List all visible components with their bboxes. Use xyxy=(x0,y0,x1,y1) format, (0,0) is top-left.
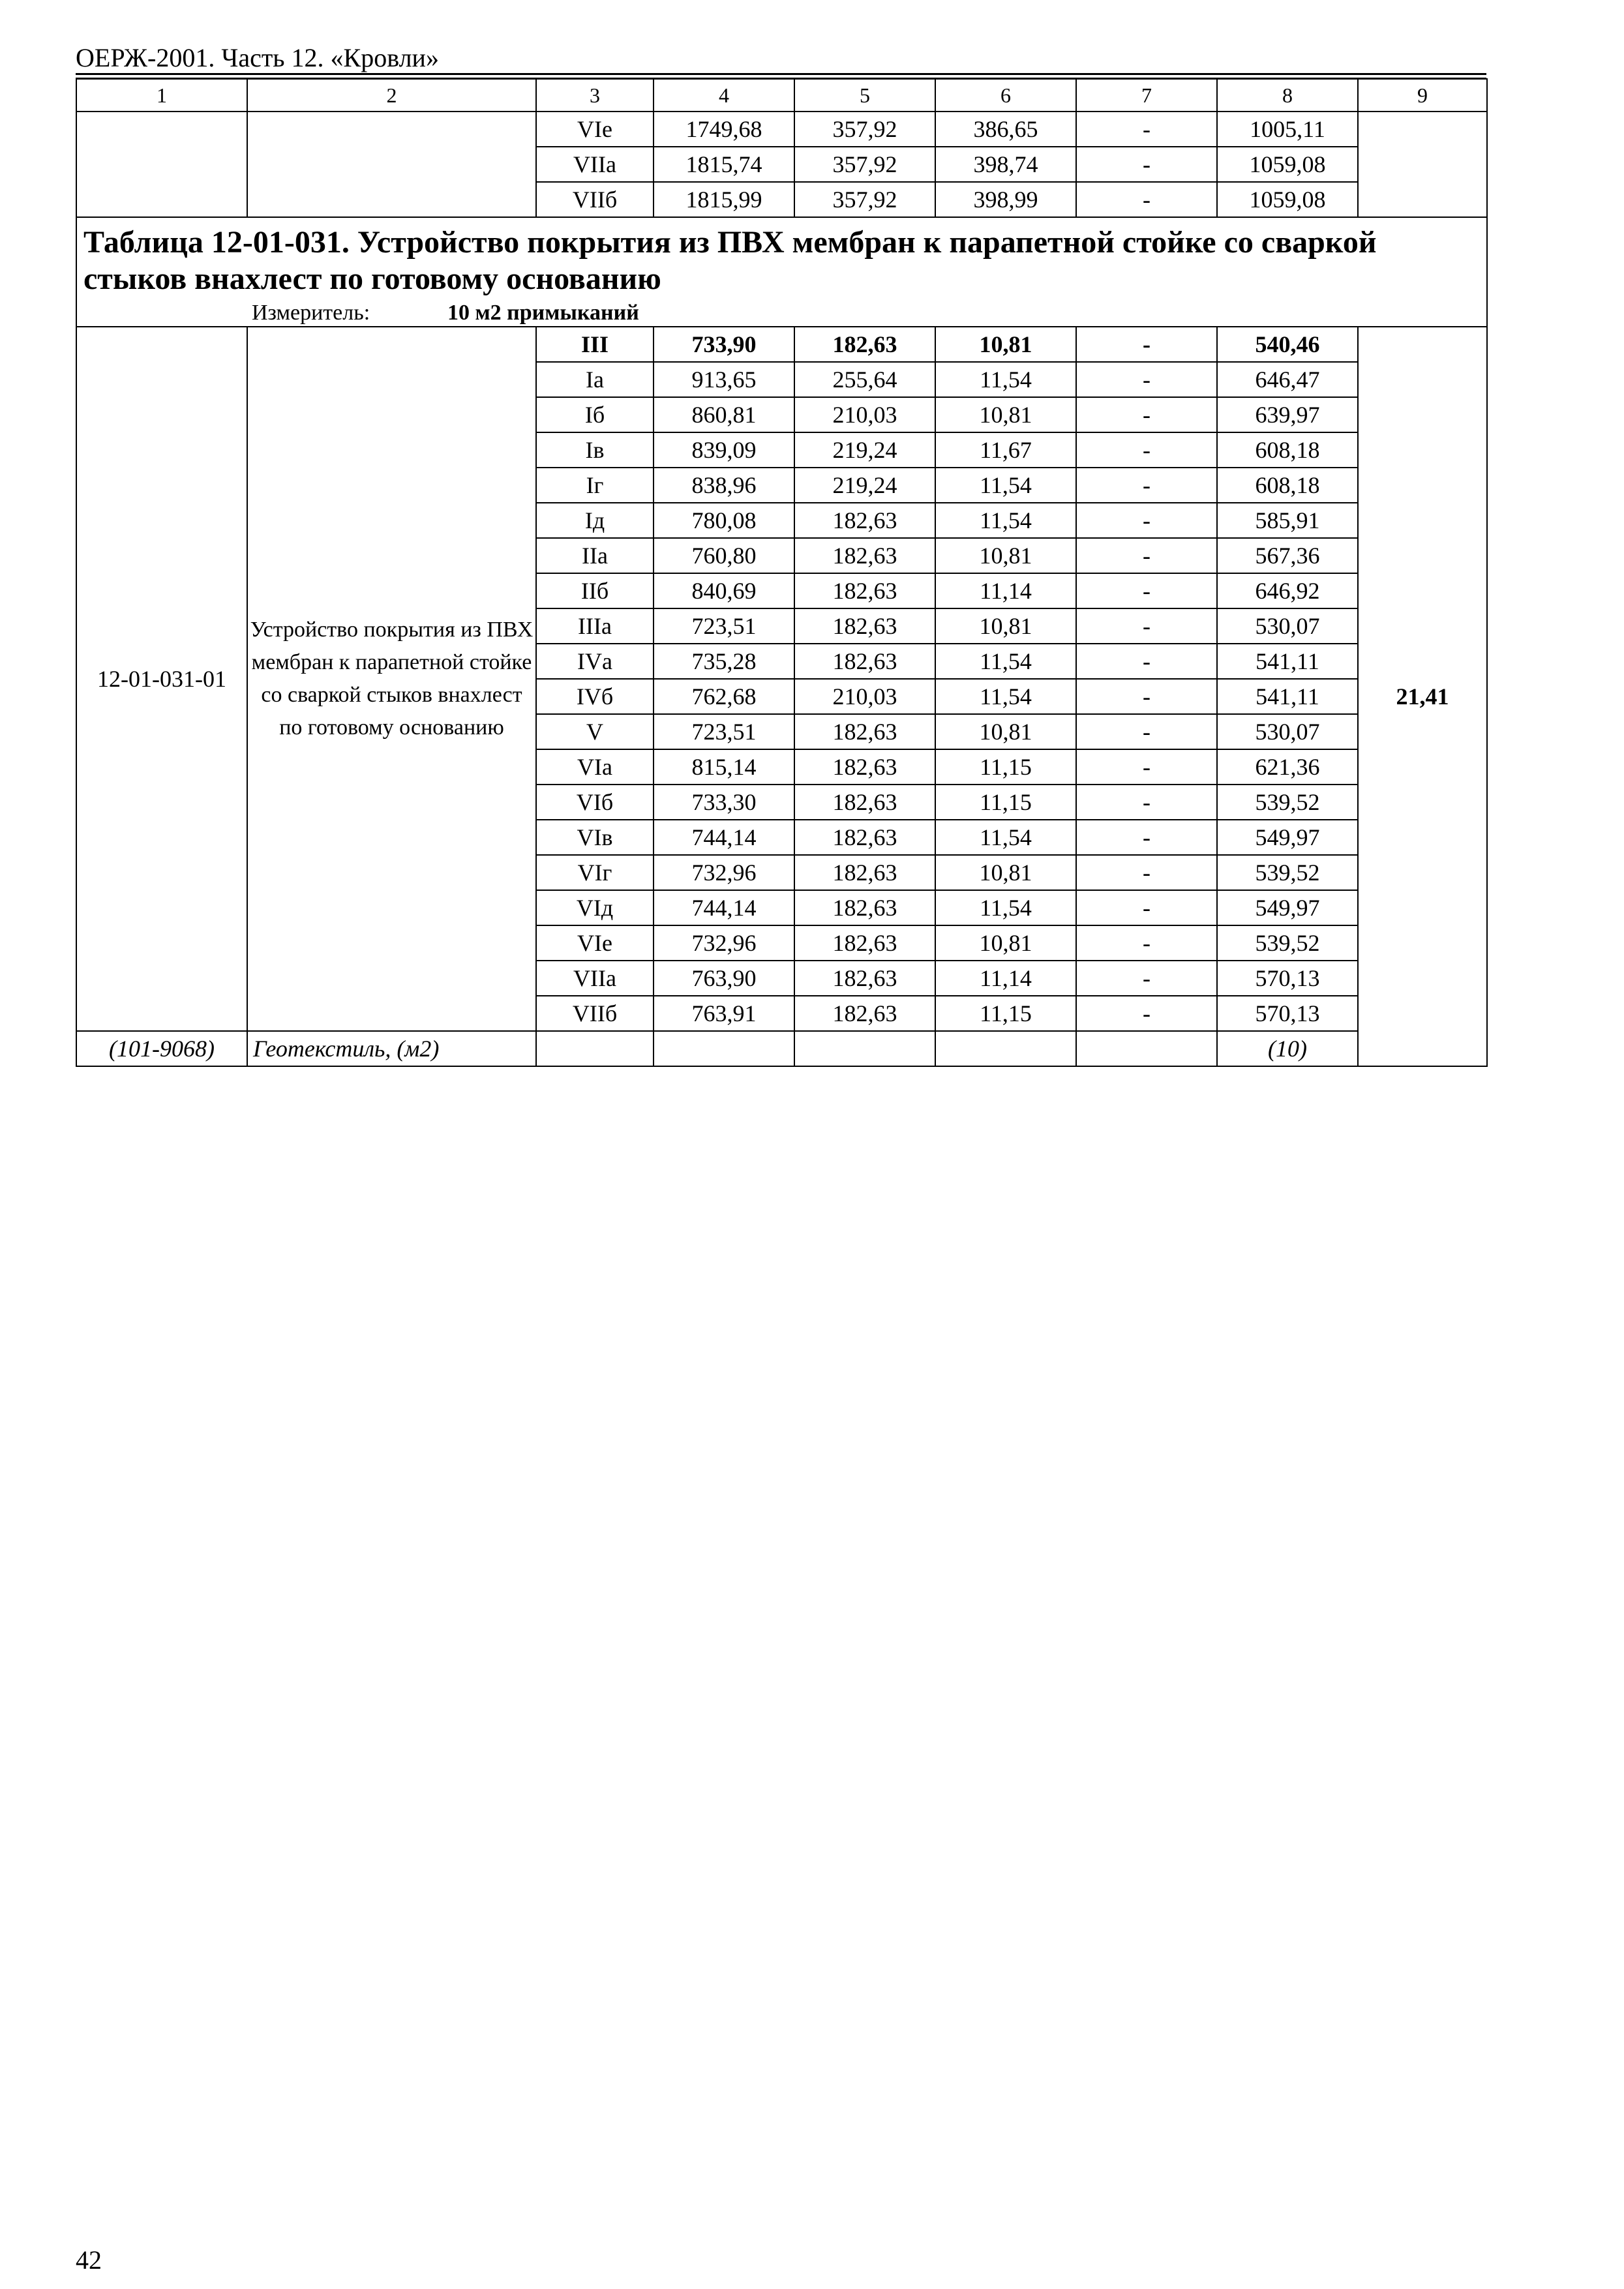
region-code: IVа xyxy=(536,644,654,679)
value-cell: 182,63 xyxy=(794,996,935,1031)
value-cell: 780,08 xyxy=(654,503,794,538)
region-code: V xyxy=(536,714,654,749)
empty-cell xyxy=(935,1031,1076,1066)
norms-table xyxy=(76,78,1488,1067)
material-qty: (10) xyxy=(1217,1031,1358,1066)
column-number-row xyxy=(76,79,1487,112)
value-cell: - xyxy=(1076,573,1217,608)
norm-description: Устройство покрытия из ПВХ мембран к парапетной стойке со сваркой стыков внахлест по готовому основанию xyxy=(247,327,536,1031)
value-cell: 567,36 xyxy=(1217,538,1358,573)
empty-cell xyxy=(536,1031,654,1066)
value-cell: - xyxy=(1076,112,1217,147)
value-cell: 646,92 xyxy=(1217,573,1358,608)
value-cell: 10,81 xyxy=(935,397,1076,432)
value-cell: 219,24 xyxy=(794,432,935,468)
table-title: Таблица 12-01-031. Устройство покрытия из ПВХ мембран к парапетной стойке со сваркой стыков внахлест по готовому основанию xyxy=(83,225,1377,296)
material-name: Геотекстиль, (м2) xyxy=(247,1031,536,1066)
value-cell: 1059,08 xyxy=(1217,147,1358,182)
column-number: 1 xyxy=(76,79,247,112)
value-cell: 549,97 xyxy=(1217,820,1358,855)
value-cell: 570,13 xyxy=(1217,961,1358,996)
value-cell: 11,15 xyxy=(935,785,1076,820)
region-code: VIIб xyxy=(536,996,654,1031)
value-cell: 398,74 xyxy=(935,147,1076,182)
region-code: VIг xyxy=(536,855,654,890)
value-cell: 386,65 xyxy=(935,112,1076,147)
table-title-cell xyxy=(76,217,1487,327)
value-cell: 11,15 xyxy=(935,749,1076,785)
column-number: 9 xyxy=(1358,79,1487,112)
value-cell: 540,46 xyxy=(1217,327,1358,362)
col9-value: 21,41 xyxy=(1358,327,1487,1066)
value-cell: 11,54 xyxy=(935,362,1076,397)
value-cell: 744,14 xyxy=(654,820,794,855)
value-cell: 913,65 xyxy=(654,362,794,397)
value-cell: 210,03 xyxy=(794,679,935,714)
code-cell-empty xyxy=(76,112,247,217)
value-cell: 570,13 xyxy=(1217,996,1358,1031)
value-cell: 182,63 xyxy=(794,785,935,820)
empty-cell xyxy=(1076,1031,1217,1066)
value-cell: - xyxy=(1076,432,1217,468)
value-cell: 219,24 xyxy=(794,468,935,503)
value-cell: 732,96 xyxy=(654,925,794,961)
column-number: 2 xyxy=(247,79,536,112)
value-cell: 840,69 xyxy=(654,573,794,608)
value-cell: 10,81 xyxy=(935,925,1076,961)
value-cell: 182,63 xyxy=(794,749,935,785)
table-row xyxy=(76,112,1487,147)
value-cell: 733,90 xyxy=(654,327,794,362)
material-row xyxy=(76,1031,1487,1066)
header-rule xyxy=(76,73,1486,75)
region-code: Iб xyxy=(536,397,654,432)
value-cell: 763,91 xyxy=(654,996,794,1031)
value-cell: 357,92 xyxy=(794,147,935,182)
region-code: Iв xyxy=(536,432,654,468)
value-cell: 10,81 xyxy=(935,855,1076,890)
column-number: 5 xyxy=(794,79,935,112)
value-cell: 585,91 xyxy=(1217,503,1358,538)
value-cell: 732,96 xyxy=(654,855,794,890)
value-cell: 182,63 xyxy=(794,538,935,573)
region-code: VIд xyxy=(536,890,654,925)
value-cell: 735,28 xyxy=(654,644,794,679)
value-cell: - xyxy=(1076,644,1217,679)
value-cell: 541,11 xyxy=(1217,644,1358,679)
value-cell: 182,63 xyxy=(794,925,935,961)
value-cell: - xyxy=(1076,890,1217,925)
value-cell: 182,63 xyxy=(794,644,935,679)
column-number: 4 xyxy=(654,79,794,112)
value-cell: 11,54 xyxy=(935,890,1076,925)
value-cell: 182,63 xyxy=(794,503,935,538)
value-cell: 11,54 xyxy=(935,468,1076,503)
value-cell: 839,09 xyxy=(654,432,794,468)
value-cell: VIе xyxy=(536,112,654,147)
value-cell: - xyxy=(1076,503,1217,538)
value-cell: - xyxy=(1076,714,1217,749)
value-cell: - xyxy=(1076,327,1217,362)
table-title-row xyxy=(76,217,1487,327)
region-code: IIIа xyxy=(536,608,654,644)
document-header: ОЕРЖ-2001. Часть 12. «Кровли» xyxy=(76,43,439,72)
value-cell: 182,63 xyxy=(794,820,935,855)
value-cell: 723,51 xyxy=(654,714,794,749)
value-cell: - xyxy=(1076,820,1217,855)
value-cell: 182,63 xyxy=(794,608,935,644)
value-cell: 1815,99 xyxy=(654,182,794,217)
value-cell: 357,92 xyxy=(794,112,935,147)
region-code: IIа xyxy=(536,538,654,573)
meter-label: Измеритель: xyxy=(252,301,370,325)
value-cell: - xyxy=(1076,147,1217,182)
value-cell: VIIб xyxy=(536,182,654,217)
norm-code: 12-01-031-01 xyxy=(76,327,247,1031)
value-cell: - xyxy=(1076,182,1217,217)
col9-cell-empty xyxy=(1358,112,1487,217)
value-cell: 539,52 xyxy=(1217,925,1358,961)
value-cell: 11,54 xyxy=(935,679,1076,714)
region-code: Iг xyxy=(536,468,654,503)
column-number: 8 xyxy=(1217,79,1358,112)
value-cell: 608,18 xyxy=(1217,468,1358,503)
value-cell: 10,81 xyxy=(935,714,1076,749)
region-code: VIе xyxy=(536,925,654,961)
value-cell: - xyxy=(1076,608,1217,644)
value-cell: 11,14 xyxy=(935,961,1076,996)
value-cell: 1815,74 xyxy=(654,147,794,182)
value-cell: 815,14 xyxy=(654,749,794,785)
value-cell: 182,63 xyxy=(794,855,935,890)
region-code: Iд xyxy=(536,503,654,538)
column-number: 6 xyxy=(935,79,1076,112)
page-number: 42 xyxy=(76,2245,102,2275)
value-cell: - xyxy=(1076,679,1217,714)
value-cell: 530,07 xyxy=(1217,714,1358,749)
value-cell: 549,97 xyxy=(1217,890,1358,925)
value-cell: 639,97 xyxy=(1217,397,1358,432)
value-cell: 255,64 xyxy=(794,362,935,397)
value-cell: 11,15 xyxy=(935,996,1076,1031)
empty-cell xyxy=(794,1031,935,1066)
value-cell: 860,81 xyxy=(654,397,794,432)
meter-value: 10 м2 примыканий xyxy=(447,301,639,325)
value-cell: 1059,08 xyxy=(1217,182,1358,217)
value-cell: 10,81 xyxy=(935,327,1076,362)
value-cell: - xyxy=(1076,362,1217,397)
value-cell: 182,63 xyxy=(794,327,935,362)
value-cell: 11,14 xyxy=(935,573,1076,608)
region-code: VIб xyxy=(536,785,654,820)
table-row xyxy=(76,327,1487,362)
value-cell: 10,81 xyxy=(935,608,1076,644)
material-code: (101-9068) xyxy=(76,1031,247,1066)
value-cell: 530,07 xyxy=(1217,608,1358,644)
value-cell: VIIа xyxy=(536,147,654,182)
value-cell: 11,54 xyxy=(935,820,1076,855)
region-code: VIв xyxy=(536,820,654,855)
value-cell: 398,99 xyxy=(935,182,1076,217)
value-cell: 1749,68 xyxy=(654,112,794,147)
value-cell: 11,54 xyxy=(935,503,1076,538)
value-cell: - xyxy=(1076,749,1217,785)
value-cell: 760,80 xyxy=(654,538,794,573)
value-cell: 182,63 xyxy=(794,890,935,925)
value-cell: - xyxy=(1076,855,1217,890)
value-cell: 762,68 xyxy=(654,679,794,714)
value-cell: 763,90 xyxy=(654,961,794,996)
value-cell: 838,96 xyxy=(654,468,794,503)
region-code: IIб xyxy=(536,573,654,608)
region-code: III xyxy=(536,327,654,362)
value-cell: 539,52 xyxy=(1217,785,1358,820)
value-cell: 357,92 xyxy=(794,182,935,217)
description-cell-empty xyxy=(247,112,536,217)
value-cell: 182,63 xyxy=(794,573,935,608)
value-cell: - xyxy=(1076,785,1217,820)
value-cell: 210,03 xyxy=(794,397,935,432)
value-cell: 608,18 xyxy=(1217,432,1358,468)
value-cell: 182,63 xyxy=(794,961,935,996)
value-cell: 621,36 xyxy=(1217,749,1358,785)
value-cell: 11,67 xyxy=(935,432,1076,468)
value-cell: 539,52 xyxy=(1217,855,1358,890)
value-cell: - xyxy=(1076,925,1217,961)
region-code: Iа xyxy=(536,362,654,397)
region-code: IVб xyxy=(536,679,654,714)
column-number: 7 xyxy=(1076,79,1217,112)
value-cell: - xyxy=(1076,961,1217,996)
value-cell: 11,54 xyxy=(935,644,1076,679)
value-cell: 10,81 xyxy=(935,538,1076,573)
column-number: 3 xyxy=(536,79,654,112)
value-cell: - xyxy=(1076,397,1217,432)
value-cell: 723,51 xyxy=(654,608,794,644)
value-cell: 744,14 xyxy=(654,890,794,925)
value-cell: 541,11 xyxy=(1217,679,1358,714)
value-cell: 182,63 xyxy=(794,714,935,749)
empty-cell xyxy=(654,1031,794,1066)
meter-line xyxy=(77,301,1486,326)
value-cell: - xyxy=(1076,996,1217,1031)
value-cell: - xyxy=(1076,468,1217,503)
value-cell: - xyxy=(1076,538,1217,573)
value-cell: 1005,11 xyxy=(1217,112,1358,147)
region-code: VIIа xyxy=(536,961,654,996)
value-cell: 733,30 xyxy=(654,785,794,820)
region-code: VIа xyxy=(536,749,654,785)
value-cell: 646,47 xyxy=(1217,362,1358,397)
